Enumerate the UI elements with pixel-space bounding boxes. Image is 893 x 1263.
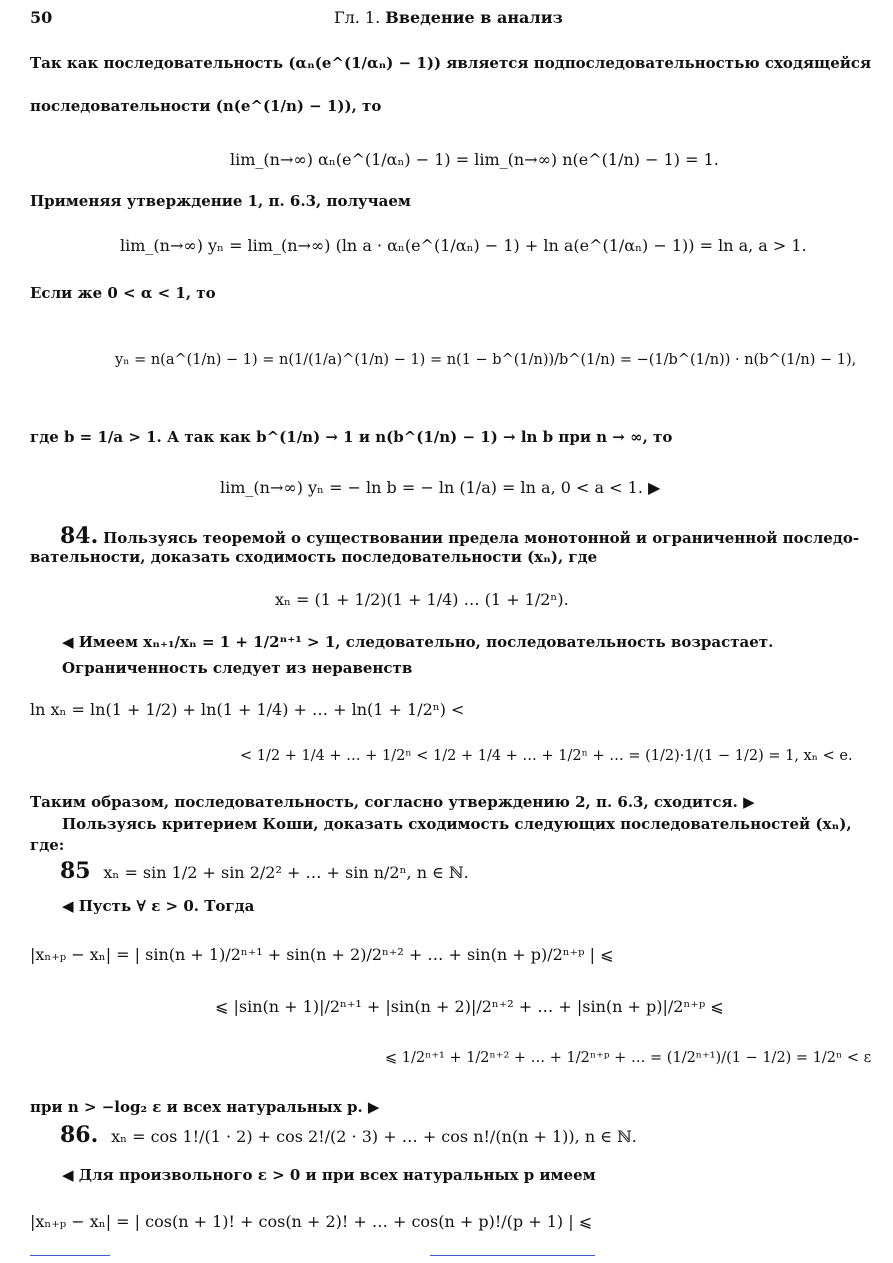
text-line-9: Пользуясь критерием Коши, доказать сходимость следующих последовательностей (xₙ),	[62, 815, 852, 833]
formula-cauchy-1: |xₙ₊ₚ − xₙ| = | sin(n + 1)/2ⁿ⁺¹ + sin(n + 2)/2ⁿ⁺² + … + sin(n + p)/2ⁿ⁺ᵖ | ⩽	[30, 945, 614, 964]
text-line-11: ◀ Пусть ∀ ε > 0. Тогда	[62, 897, 255, 915]
formula-cauchy-2: ⩽ |sin(n + 1)|/2ⁿ⁺¹ + |sin(n + 2)|/2ⁿ⁺² + … + |sin(n + p)|/2ⁿ⁺ᵖ ⩽	[215, 997, 724, 1016]
formula-ln-xn: ln xₙ = ln(1 + 1/2) + ln(1 + 1/4) + … + ln(1 + 1/2ⁿ) <	[30, 700, 465, 719]
text-line-12: при n > −log₂ ε и всех натуральных p. ▶	[30, 1098, 380, 1116]
text-line-2: последовательности (n(e^(1/n) − 1)), то	[30, 97, 382, 115]
formula-xn-86: xₙ = cos 1!/(1 · 2) + cos 2!/(2 · 3) + … + cos n!/(n(n + 1)), n ∈ ℕ.	[111, 1127, 637, 1146]
text-line-7: Ограниченность следует из неравенств	[62, 659, 413, 677]
formula-ineq-84: < 1/2 + 1/4 + … + 1/2ⁿ < 1/2 + 1/4 + … + 1/2ⁿ + … = (1/2)·1/(1 − 1/2) = 1, xₙ < e.	[240, 748, 853, 764]
chapter-title: Введение в анализ	[385, 8, 563, 27]
formula-yn: yₙ = n(a^(1/n) − 1) = n(1/(1/a)^(1/n) − 1) = n(1 − b^(1/n))/b^(1/n) = −(1/b^(1/n)) · n(b^(1/n) − 1),	[115, 352, 857, 368]
formula-limit-2: lim_(n→∞) yₙ = lim_(n→∞) (ln a · αₙ(e^(1/αₙ) − 1) + ln a(e^(1/αₙ) − 1)) = ln a, a > 1.	[120, 236, 807, 255]
chapter-prefix: Гл. 1.	[334, 8, 381, 27]
formula-limit-3: lim_(n→∞) yₙ = − ln b = − ln (1/a) = ln a, 0 < a < 1. ▶	[220, 478, 661, 497]
text-line-13: ◀ Для произвольного ε > 0 и при всех натуральных p имеем	[62, 1166, 596, 1184]
text-line-10: где:	[30, 836, 65, 854]
formula-limit-1: lim_(n→∞) αₙ(e^(1/αₙ) − 1) = lim_(n→∞) n(e^(1/n) − 1) = 1.	[230, 150, 719, 169]
formula-cauchy-3: ⩽ 1/2ⁿ⁺¹ + 1/2ⁿ⁺² + … + 1/2ⁿ⁺ᵖ + … = (1/2ⁿ⁺¹)/(1 − 1/2) = 1/2ⁿ < ε	[385, 1050, 872, 1066]
footer-link-underline-left	[30, 1255, 110, 1256]
formula-cauchy-86: |xₙ₊ₚ − xₙ| = | cos(n + 1)! + cos(n + 2)! + … + cos(n + p)!/(p + 1) | ⩽	[30, 1212, 593, 1231]
text-line-6: ◀ Имеем xₙ₊₁/xₙ = 1 + 1/2ⁿ⁺¹ > 1, следовательно, последовательность возрастает.	[62, 633, 774, 651]
formula-xn-85: xₙ = sin 1/2 + sin 2/2² + … + sin n/2ⁿ, n ∈ ℕ.	[103, 863, 469, 882]
problem-86-number: 86.	[60, 1122, 99, 1148]
text-line-8: Таким образом, последовательность, согласно утверждению 2, п. 6.3, сходится. ▶	[30, 793, 755, 811]
problem-85-number: 85	[60, 858, 91, 884]
footer-link-underline-right	[430, 1255, 595, 1256]
problem-84-text-2: вательности, доказать сходимость последовательности (xₙ), где	[30, 548, 598, 566]
text-line-4: Если же 0 < α < 1, то	[30, 284, 216, 302]
problem-84-text: Пользуясь теоремой о существовании предела монотонной и ограниченной последо-	[103, 529, 860, 547]
formula-xn-84: xₙ = (1 + 1/2)(1 + 1/4) … (1 + 1/2ⁿ).	[275, 590, 569, 609]
page-number: 50	[30, 8, 53, 27]
problem-86	[60, 1122, 637, 1148]
problem-84	[60, 523, 859, 549]
running-header	[334, 8, 563, 27]
text-line-5: где b = 1/a > 1. А так как b^(1/n) → 1 и n(b^(1/n) − 1) → ln b при n → ∞, то	[30, 428, 673, 446]
problem-84-number: 84.	[60, 523, 99, 549]
problem-85	[60, 858, 469, 884]
text-line-1: Так как последовательность (αₙ(e^(1/αₙ) − 1)) является подпоследовательностью сходящейся	[30, 54, 872, 72]
text-line-3: Применяя утверждение 1, п. 6.3, получаем	[30, 192, 411, 210]
